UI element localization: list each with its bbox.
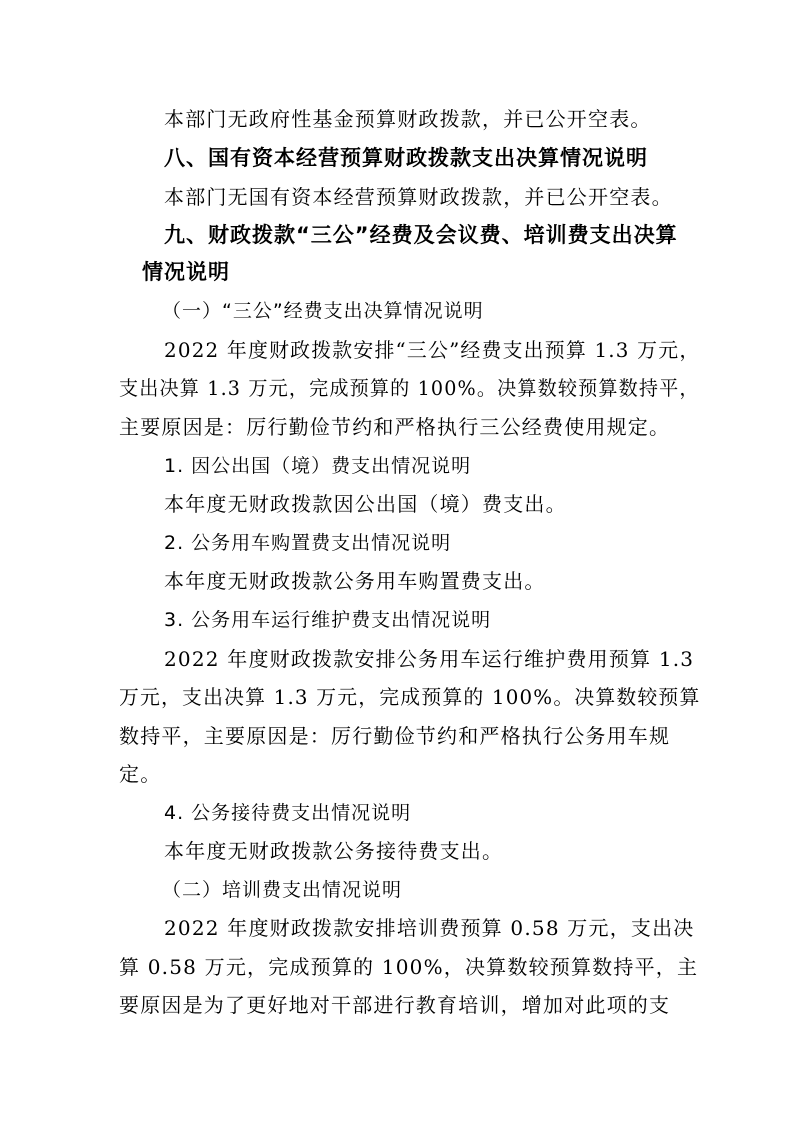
subsection-heading-2: （二）培训费支出情况说明 — [162, 879, 403, 901]
paragraph-line: 要原因是为了更好地对干部进行教育培训，增加对此项的支 — [119, 993, 671, 1017]
paragraph-line: 定。 — [119, 762, 162, 786]
paragraph-line: 本部门无国有资本经营预算财政拨款，并已公开空表。 — [164, 185, 673, 209]
paragraph-line: 万元，支出决算 1.3 万元，完成预算的 100%。决算数较预算 — [119, 685, 701, 709]
paragraph-line: 主要原因是：厉行勤俭节约和严格执行三公经费使用规定。 — [119, 415, 671, 439]
section-heading-9-cont: 情况说明 — [142, 260, 230, 284]
paragraph-line: 本年度无财政拨款因公出国（境）费支出。 — [164, 492, 567, 516]
item-heading-1: 1. 因公出国（境）费支出情况说明 — [164, 455, 472, 477]
section-heading-9: 九、财政拨款“三公”经费及会议费、培训费支出决算 — [164, 223, 678, 247]
paragraph-line: 数持平，主要原因是：厉行勤俭节约和严格执行公务用车规 — [119, 724, 671, 748]
paragraph-line: 本年度无财政拨款公务接待费支出。 — [164, 839, 504, 863]
item-heading-3: 3. 公务用车运行维护费支出情况说明 — [164, 609, 492, 631]
item-heading-4: 4. 公务接待费支出情况说明 — [164, 802, 412, 824]
section-heading-8: 八、国有资本经营预算财政拨款支出决算情况说明 — [164, 146, 648, 170]
paragraph-line: 2022 年度财政拨款安排“三公”经费支出预算 1.3 万元， — [164, 338, 701, 362]
item-heading-2: 2. 公务用车购置费支出情况说明 — [164, 532, 452, 554]
paragraph-line: 2022 年度财政拨款安排培训费预算 0.58 万元，支出决 — [164, 916, 695, 940]
paragraph-line: 支出决算 1.3 万元，完成预算的 100%。决算数较预算数持平， — [119, 376, 700, 400]
paragraph-line: 本年度无财政拨款公务用车购置费支出。 — [164, 569, 546, 593]
paragraph-line: 算 0.58 万元，完成预算的 100%，决算数较预算数持平，主 — [119, 955, 699, 979]
paragraph-line: 本部门无政府性基金预算财政拨款，并已公开空表。 — [164, 107, 652, 131]
paragraph-line: 2022 年度财政拨款安排公务用车运行维护费用预算 1.3 — [164, 647, 695, 671]
subsection-heading-1: （一）“三公”经费支出决算情况说明 — [162, 300, 484, 322]
